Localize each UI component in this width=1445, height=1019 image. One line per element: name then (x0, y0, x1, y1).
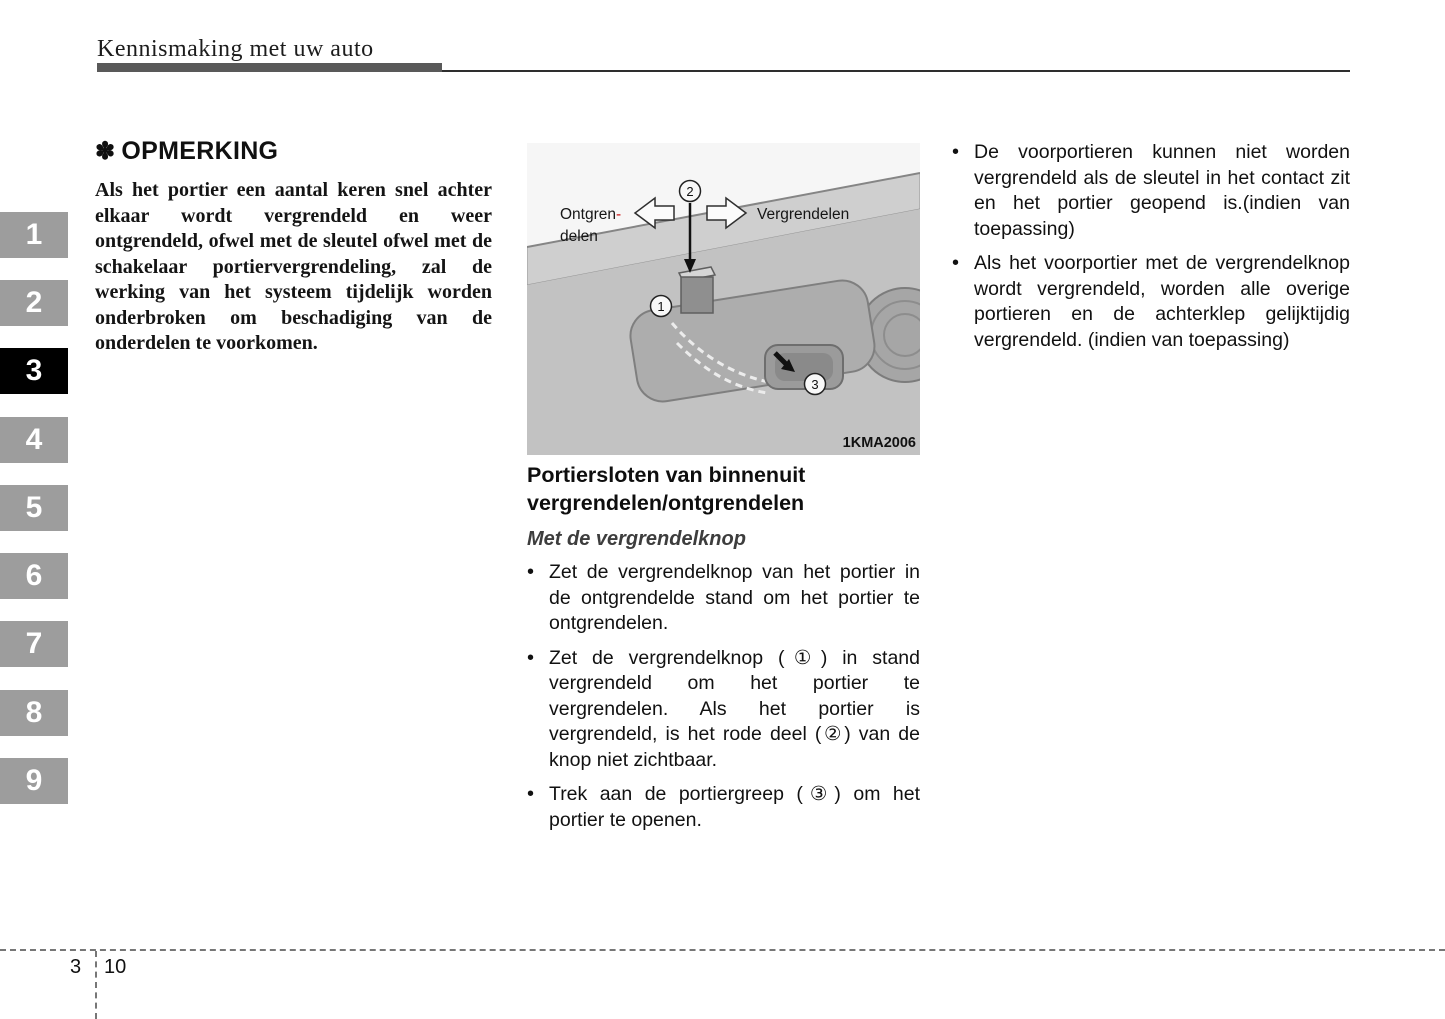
list-item: • De voorportieren kunnen niet worden vergrendeld als de sleutel in het contact zit en het portier geopend is.(indien van toepassing) (952, 140, 1350, 242)
lock-label: Vergrendelen (757, 206, 850, 223)
chapter-tab-4: 4 (0, 417, 68, 463)
list-item: • Als het voorportier met de vergrendelknop wordt vergrendeld, worden alle overige portieren en de achterklep gelijktijdig vergrendeld. (indien van toepassing) (952, 251, 1350, 353)
chapter-tab-7: 7 (0, 621, 68, 667)
header-underline-bar (97, 63, 442, 72)
footer-page-number: 10 (104, 956, 127, 978)
asterisk-icon: ✽ (95, 138, 116, 165)
note-block (95, 137, 492, 357)
chapter-tab-8: 8 (0, 690, 68, 736)
section-subheading: Met de vergrendelknop (527, 528, 746, 550)
chapter-tab-1: 1 (0, 212, 68, 258)
figure-code: 1KMA2006 (842, 435, 916, 451)
list-item: • Trek aan de portiergreep (③) om het portier te openen. (527, 782, 920, 833)
right-bullet-list (952, 140, 1350, 362)
section-heading: Portiersloten van binnenuit vergrendelen/ontgrendelen (527, 463, 806, 515)
svg-text:1: 1 (657, 299, 665, 314)
chapter-tab-9: 9 (0, 758, 68, 804)
footer-divider-line (95, 951, 97, 1019)
svg-text:3: 3 (811, 377, 819, 392)
door-lock-knob (679, 267, 715, 313)
middle-bullet-list (527, 560, 920, 842)
chapter-tab-3-active: 3 (0, 348, 68, 394)
chapter-tab-6: 6 (0, 553, 68, 599)
chapter-tab-2: 2 (0, 280, 68, 326)
chapter-tab-5: 5 (0, 485, 68, 531)
footer-dashed-rule (0, 949, 1445, 951)
note-heading-label: OPMERKING (121, 137, 279, 165)
unlock-label: Ontgren- (560, 206, 622, 223)
svg-text:2: 2 (686, 184, 694, 199)
note-body-text: Als het portier een aantal keren snel achter elkaar wordt vergrendeld en weer ontgrendeld, ofwel met de sleutel ofwel met de schakelaar portiervergrendeling, zal de werking van het systeem tijdelijk worden onderbroken om beschadiging van de onderdelen te voorkomen. (95, 179, 492, 354)
list-item: • Zet de vergrendelknop van het portier in de ontgrendelde stand om het portier te ontgrendelen. (527, 560, 920, 637)
list-item: • Zet de vergrendelknop (①) in stand vergrendeld om het portier te vergrendelen. Als het portier is vergrendeld, is het rode deel (②) van de knop niet zichtbaar. (527, 646, 920, 774)
note-heading (95, 137, 492, 166)
door-lock-illustration (527, 143, 920, 455)
footer-chapter-number: 3 (70, 956, 82, 978)
unlock-label-line2: delen (560, 228, 598, 245)
page-title: Kennismaking met uw auto (97, 36, 374, 62)
